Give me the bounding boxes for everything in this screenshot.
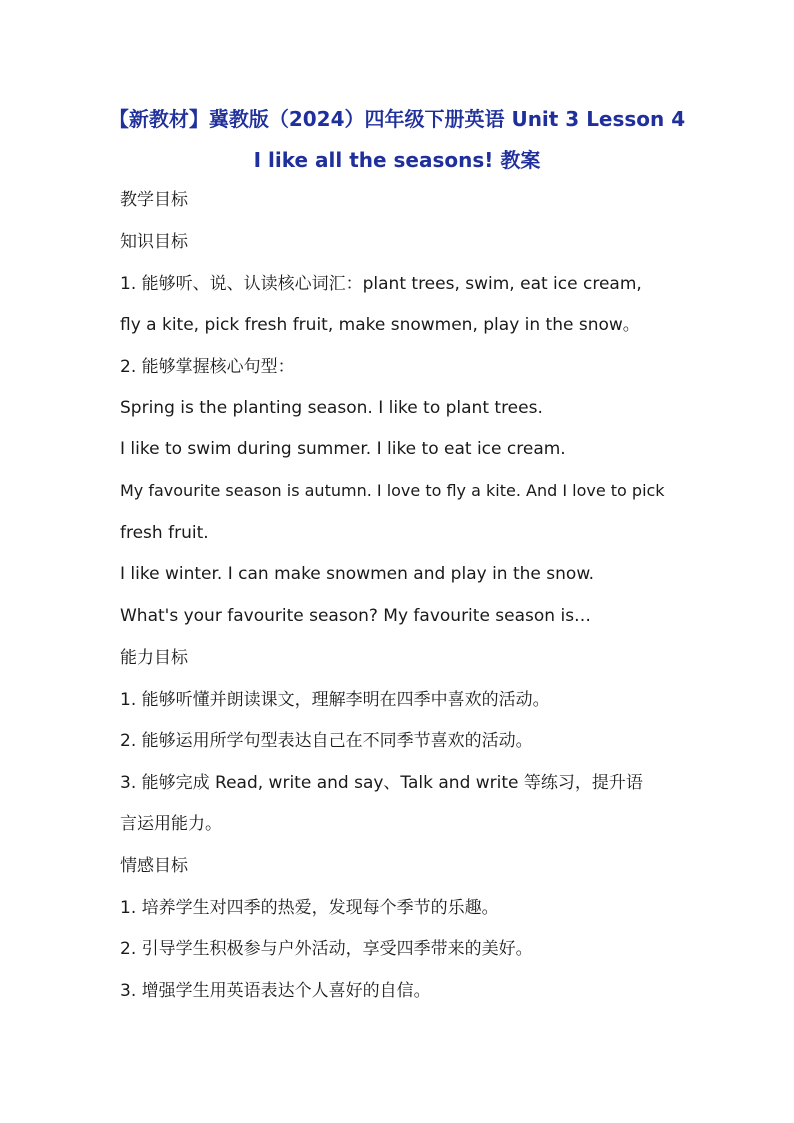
paragraph-line: What's your favourite season? My favourite season is… [120,606,592,626]
paragraph-line: I like to swim during summer. I like to eat ice cream. [120,439,566,459]
subsection-heading-emotional-goals: 情感目标 [120,856,188,876]
paragraph-line: fly a kite, pick fresh fruit, make snowmen, play in the snow。 [120,315,640,335]
paragraph-line: 1. 能够听懂并朗读课文，理解李明在四季中喜欢的活动。 [120,690,550,710]
document-title-line-2: I like all the seasons! 教案 [253,148,541,172]
paragraph-line: 1. 培养学生对四季的热爱，发现每个季节的乐趣。 [120,898,499,918]
paragraph-line: I like winter. I can make snowmen and play in the snow. [120,564,595,584]
paragraph-line: My favourite season is autumn. I love to fly a kite. And I love to pick [120,481,665,500]
paragraph-line: 言运用能力。 [120,814,222,834]
paragraph-line: fresh fruit. [120,523,209,543]
paragraph-line: 3. 增强学生用英语表达个人喜好的自信。 [120,981,431,1001]
section-heading-teaching-goals: 教学目标 [120,190,188,210]
subsection-heading-knowledge-goals: 知识目标 [120,232,188,252]
paragraph-line: 2. 引导学生积极参与户外活动，享受四季带来的美好。 [120,939,533,959]
paragraph-line: Spring is the planting season. I like to plant trees. [120,398,543,418]
subsection-heading-ability-goals: 能力目标 [120,648,188,668]
paragraph-line: 1. 能够听、说、认读核心词汇：plant trees, swim, eat ice cream, [120,274,642,294]
document-title-line-1: 【新教材】冀教版（2024）四年级下册英语 Unit 3 Lesson 4 [108,107,686,131]
paragraph-line: 2. 能够掌握核心句型： [120,357,295,377]
paragraph-line: 2. 能够运用所学句型表达自己在不同季节喜欢的活动。 [120,731,533,751]
paragraph-line: 3. 能够完成 Read, write and say、Talk and write 等练习，提升语 [120,773,643,793]
